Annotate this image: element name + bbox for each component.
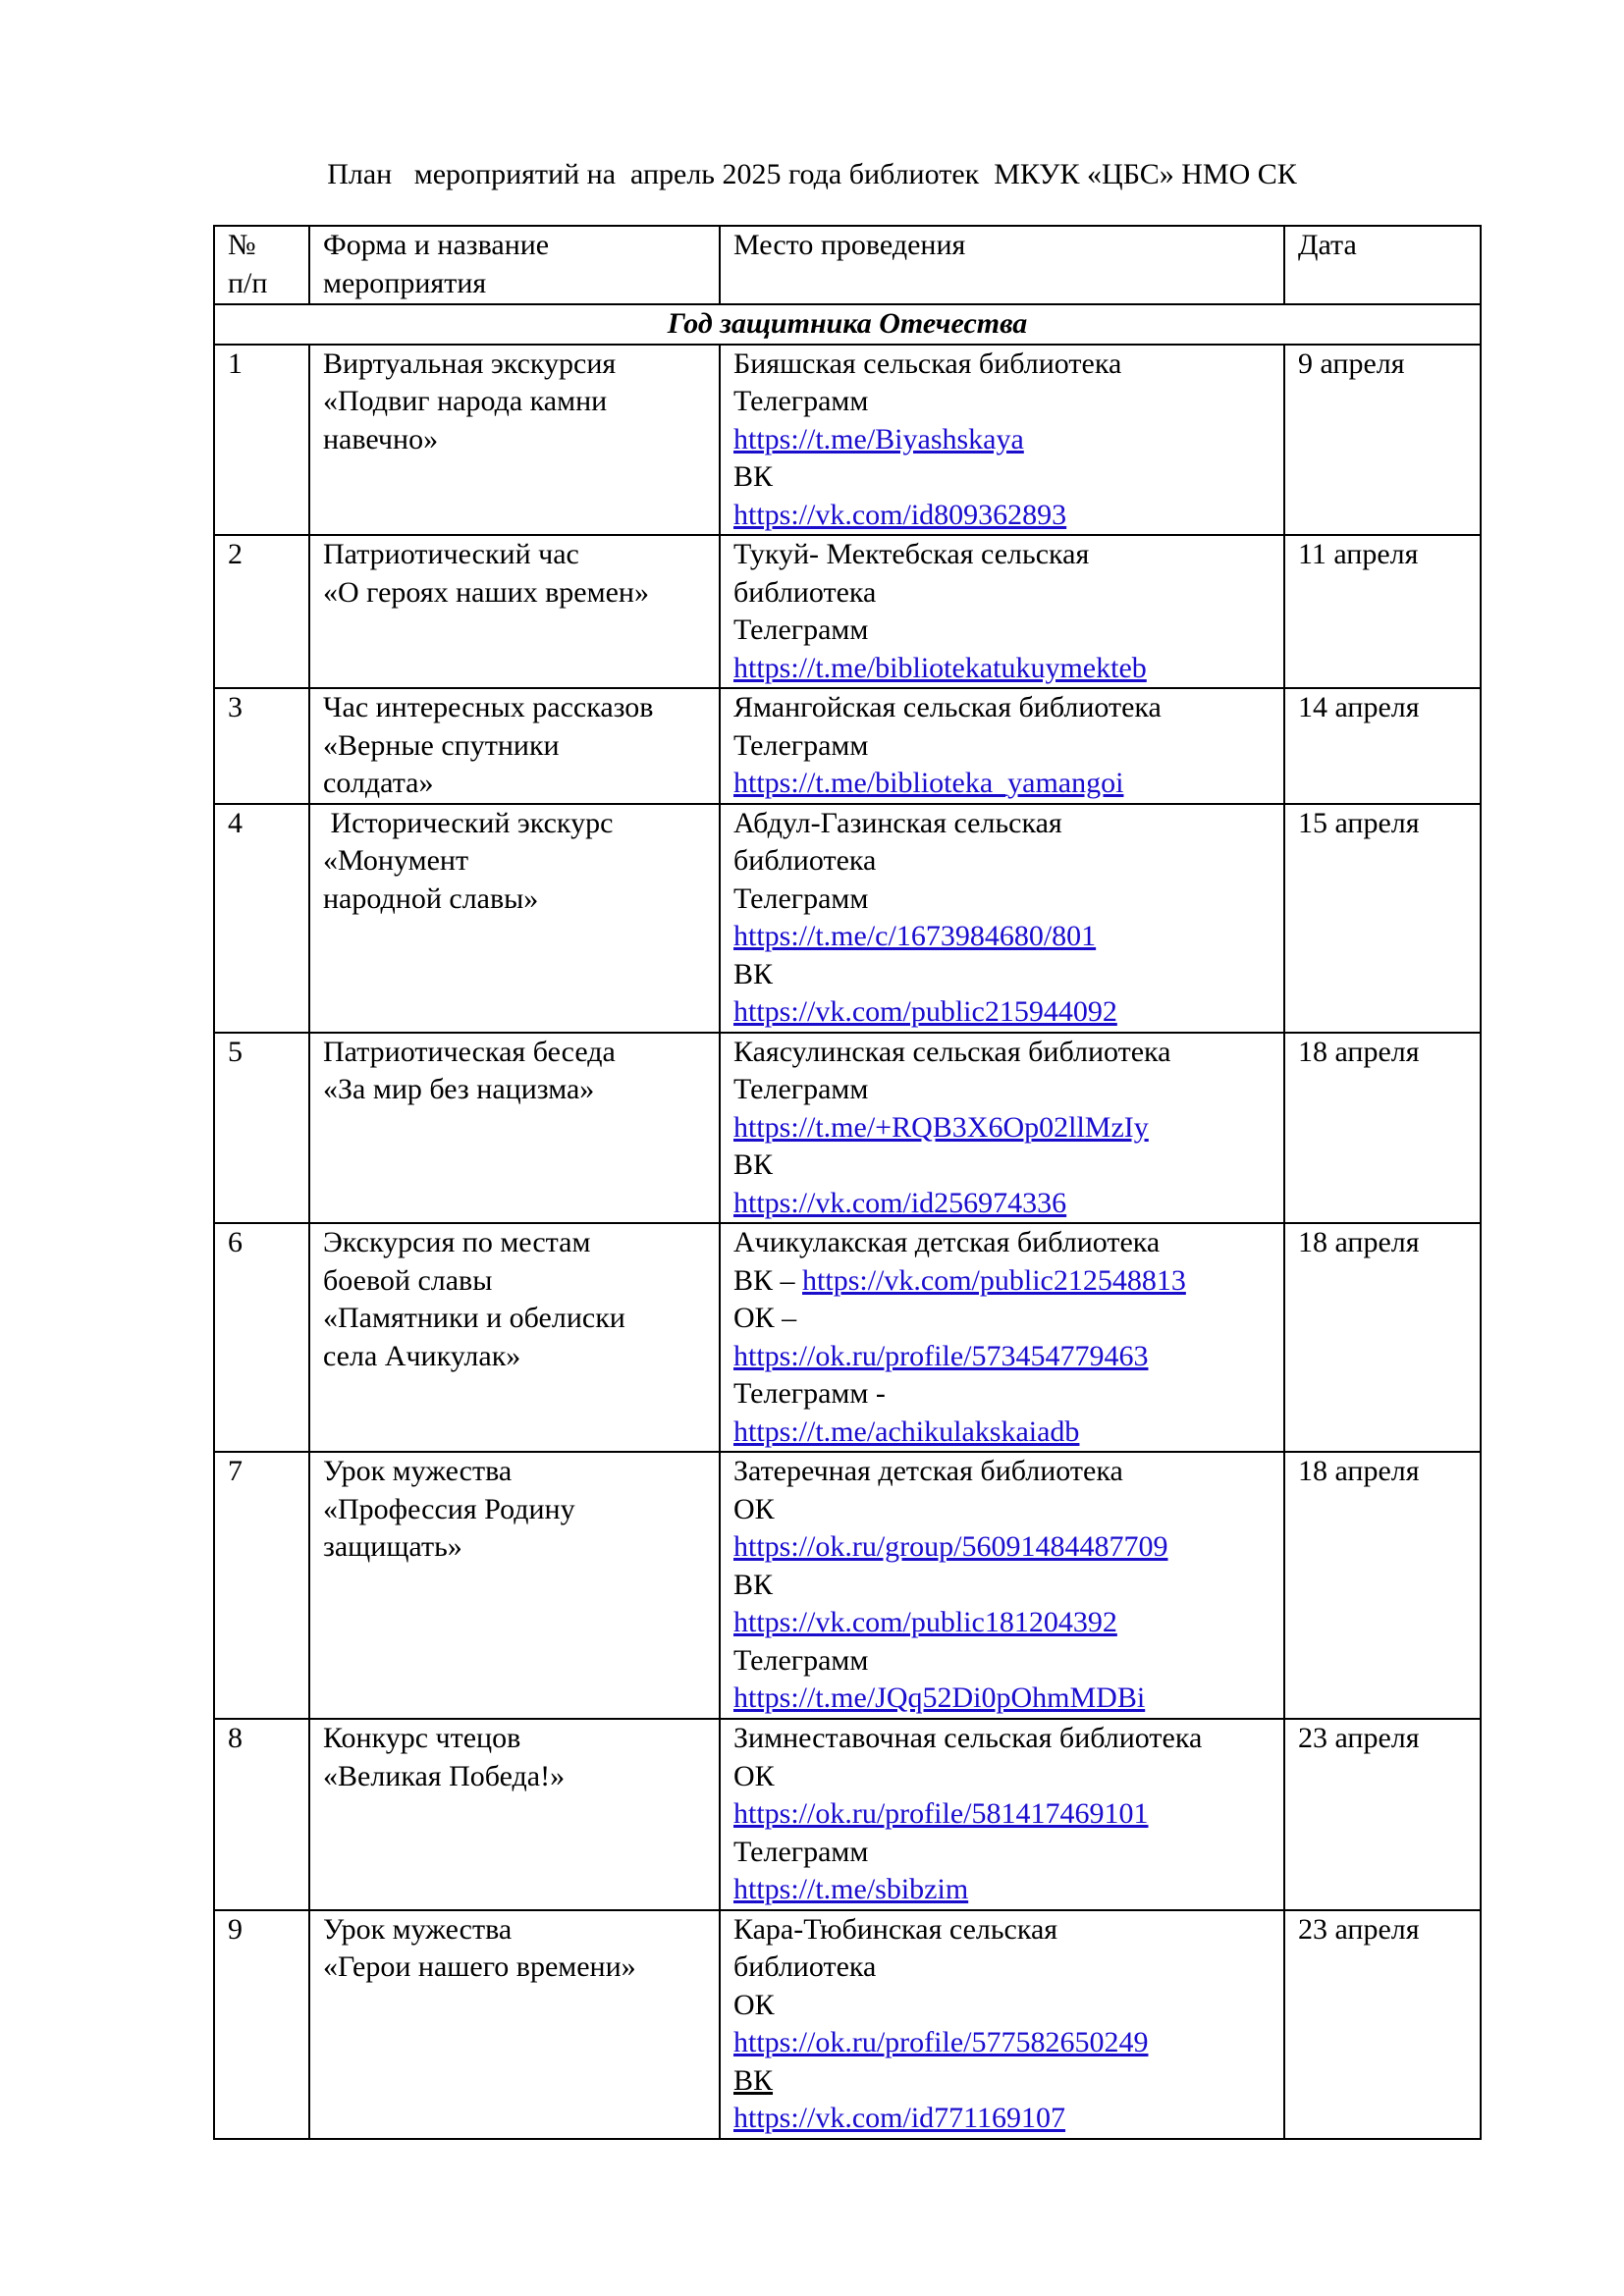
place-line: Бияшская сельская библиотека — [733, 347, 1122, 380]
event-cell — [309, 1223, 720, 1452]
place-cell — [720, 688, 1284, 804]
header-date — [1284, 226, 1481, 304]
table-row — [214, 1719, 1481, 1910]
date-cell: 18 апреля — [1284, 1033, 1481, 1224]
place-cell — [720, 804, 1284, 1033]
row-number: 3 — [214, 688, 309, 804]
event-cell — [309, 1910, 720, 2139]
place-line: ОК — [733, 1492, 775, 1525]
header-number-line: п/п — [228, 266, 268, 299]
vk-link[interactable]: https://vk.com/id256974336 — [733, 1186, 1067, 1219]
event-cell — [309, 345, 720, 536]
place-line: Телеграмм — [733, 881, 869, 915]
telegram-label: Телеграмм - — [733, 1377, 886, 1410]
event-line: Час интересных рассказов — [323, 691, 654, 723]
place-line: Кара-Тюбинская сельская — [733, 1912, 1058, 1946]
place-line: ОК — [733, 1988, 775, 2021]
event-line: «Монумент — [323, 844, 469, 877]
event-line: Исторический экскурс — [323, 806, 614, 839]
row-number: 2 — [214, 535, 309, 688]
event-line: боевой славы — [323, 1263, 493, 1297]
event-line: села Ачикулак» — [323, 1339, 521, 1372]
date-cell: 14 апреля — [1284, 688, 1481, 804]
event-line: «Герои нашего времени» — [323, 1950, 636, 1983]
place-line: библиотека — [733, 844, 877, 877]
place-line: Затеречная детская библиотека — [733, 1455, 1123, 1487]
telegram-link[interactable]: https://t.me/bibliotekatukuymekteb — [733, 651, 1147, 684]
event-line: Экскурсия по местам — [323, 1226, 591, 1258]
place-line: Ачикулакская детская библиотека — [733, 1226, 1161, 1258]
place-line: Ямангойская сельская библиотека — [733, 691, 1162, 723]
place-line: Каясулинская сельская библиотека — [733, 1035, 1171, 1068]
place-line: ОК — [733, 1759, 775, 1792]
event-line: Урок мужества — [323, 1455, 513, 1487]
event-line: Патриотический час — [323, 538, 579, 570]
event-line: Виртуальная экскурсия — [323, 347, 617, 380]
place-line: Телеграмм — [733, 728, 869, 762]
event-line: солдата» — [323, 767, 434, 799]
vk-link[interactable]: https://vk.com/id771169107 — [733, 2102, 1066, 2134]
events-table — [213, 225, 1482, 2140]
event-line: «Памятники и обелиски — [323, 1302, 625, 1334]
vk-link[interactable]: https://vk.com/public215944092 — [733, 995, 1117, 1028]
telegram-label: Телеграмм — [733, 1643, 869, 1677]
event-line: защищать» — [323, 1530, 462, 1563]
table-row — [214, 1033, 1481, 1224]
event-line: навечно» — [323, 422, 439, 455]
place-cell — [720, 1223, 1284, 1452]
event-line: Конкурс чтецов — [323, 1722, 521, 1754]
row-number: 4 — [214, 804, 309, 1033]
place-cell — [720, 1452, 1284, 1719]
row-number: 1 — [214, 345, 309, 536]
vk-link[interactable]: https://vk.com/public212548813 — [802, 1263, 1186, 1297]
telegram-link[interactable]: https://t.me/achikulakskaiadb — [733, 1415, 1080, 1448]
place-cell — [720, 1910, 1284, 2139]
table-row — [214, 1910, 1481, 2139]
table-row — [214, 535, 1481, 688]
event-cell — [309, 1033, 720, 1224]
date-cell: 23 апреля — [1284, 1719, 1481, 1910]
vk-link[interactable]: https://vk.com/public181204392 — [733, 1606, 1117, 1638]
event-cell — [309, 688, 720, 804]
place-line: Абдул-Газинская сельская — [733, 806, 1062, 839]
header-number-line: № — [228, 229, 256, 261]
header-event-line: Форма и название — [323, 229, 550, 261]
table-header-row — [214, 226, 1481, 304]
header-date-label: Дата — [1298, 229, 1357, 261]
place-line: Телеграмм — [733, 1073, 869, 1105]
event-line: Патриотическая беседа — [323, 1035, 616, 1068]
place-line: библиотека — [733, 575, 877, 609]
telegram-link[interactable]: https://t.me/JQq52Di0pOhmMDBi — [733, 1682, 1146, 1714]
document-title: План мероприятий на апрель 2025 года библиотек МКУК «ЦБС» НМО СК — [327, 158, 1297, 190]
table-row — [214, 345, 1481, 536]
vk-line — [733, 1262, 1273, 1301]
row-number: 5 — [214, 1033, 309, 1224]
event-cell — [309, 1452, 720, 1719]
date-cell: 15 апреля — [1284, 804, 1481, 1033]
date-cell: 23 апреля — [1284, 1910, 1481, 2139]
place-cell — [720, 1719, 1284, 1910]
ok-link[interactable]: https://ok.ru/profile/577582650249 — [733, 2026, 1149, 2058]
ok-label: ОК – — [733, 1302, 797, 1334]
event-cell — [309, 1719, 720, 1910]
row-number: 7 — [214, 1452, 309, 1719]
row-number: 9 — [214, 1910, 309, 2139]
vk-label: ВК — [733, 957, 774, 990]
vk-link[interactable]: https://vk.com/id809362893 — [733, 498, 1067, 531]
vk-label: ВК — [733, 460, 774, 493]
event-line: Урок мужества — [323, 1912, 513, 1946]
place-cell — [720, 535, 1284, 688]
place-cell — [720, 1033, 1284, 1224]
event-line: «Профессия Родину — [323, 1492, 575, 1525]
place-cell — [720, 345, 1284, 536]
telegram-link[interactable]: https://t.me/c/1673984680/801 — [733, 920, 1097, 952]
date-cell: 9 апреля — [1284, 345, 1481, 536]
event-line: «Великая Победа!» — [323, 1759, 566, 1792]
event-line: «Верные спутники — [323, 728, 560, 762]
table-row — [214, 1223, 1481, 1452]
vk-label: ВК – — [733, 1263, 803, 1297]
place-line: Телеграмм — [733, 385, 869, 417]
vk-label: ВК — [733, 1568, 774, 1601]
place-line: библиотека — [733, 1950, 877, 1983]
date-cell: 18 апреля — [1284, 1223, 1481, 1452]
table-row — [214, 1452, 1481, 1719]
event-line: народной славы» — [323, 881, 539, 915]
date-cell: 18 апреля — [1284, 1452, 1481, 1719]
row-number: 6 — [214, 1223, 309, 1452]
section-row — [214, 304, 1481, 345]
event-cell — [309, 535, 720, 688]
ok-link[interactable]: https://ok.ru/profile/573454779463 — [733, 1339, 1149, 1372]
telegram-link[interactable]: https://t.me/Biyashskaya — [733, 422, 1024, 455]
telegram-label: Телеграмм — [733, 1835, 869, 1868]
event-line: «Подвиг народа камни — [323, 385, 608, 417]
header-number — [214, 226, 309, 304]
event-line: «О героях наших времен» — [323, 575, 649, 609]
vk-label: ВК — [733, 1148, 774, 1181]
telegram-link[interactable]: https://t.me/sbibzim — [733, 1873, 969, 1905]
header-place-label: Место проведения — [733, 229, 966, 261]
telegram-link[interactable]: https://t.me/biblioteka_yamangoi — [733, 767, 1124, 799]
telegram-link[interactable]: https://t.me/+RQB3X6Op02llMzIy — [733, 1110, 1149, 1144]
table-row — [214, 804, 1481, 1033]
place-line: Тукуй- Мектебская сельская — [733, 538, 1090, 570]
place-line: Телеграмм — [733, 614, 869, 646]
event-line: «За мир без нацизма» — [323, 1073, 595, 1105]
table-row — [214, 688, 1481, 804]
header-event-line: мероприятия — [323, 266, 487, 299]
ok-link[interactable]: https://ok.ru/profile/581417469101 — [733, 1797, 1149, 1830]
ok-link[interactable]: https://ok.ru/group/56091484487709 — [733, 1530, 1168, 1563]
header-place — [720, 226, 1284, 304]
date-cell: 11 апреля — [1284, 535, 1481, 688]
section-title: Год защитника Отечества — [214, 304, 1481, 345]
event-cell — [309, 804, 720, 1033]
vk-label: ВК — [733, 2063, 774, 2097]
row-number: 8 — [214, 1719, 309, 1910]
header-event — [309, 226, 720, 304]
place-line: Зимнеставочная сельская библиотека — [733, 1722, 1203, 1754]
